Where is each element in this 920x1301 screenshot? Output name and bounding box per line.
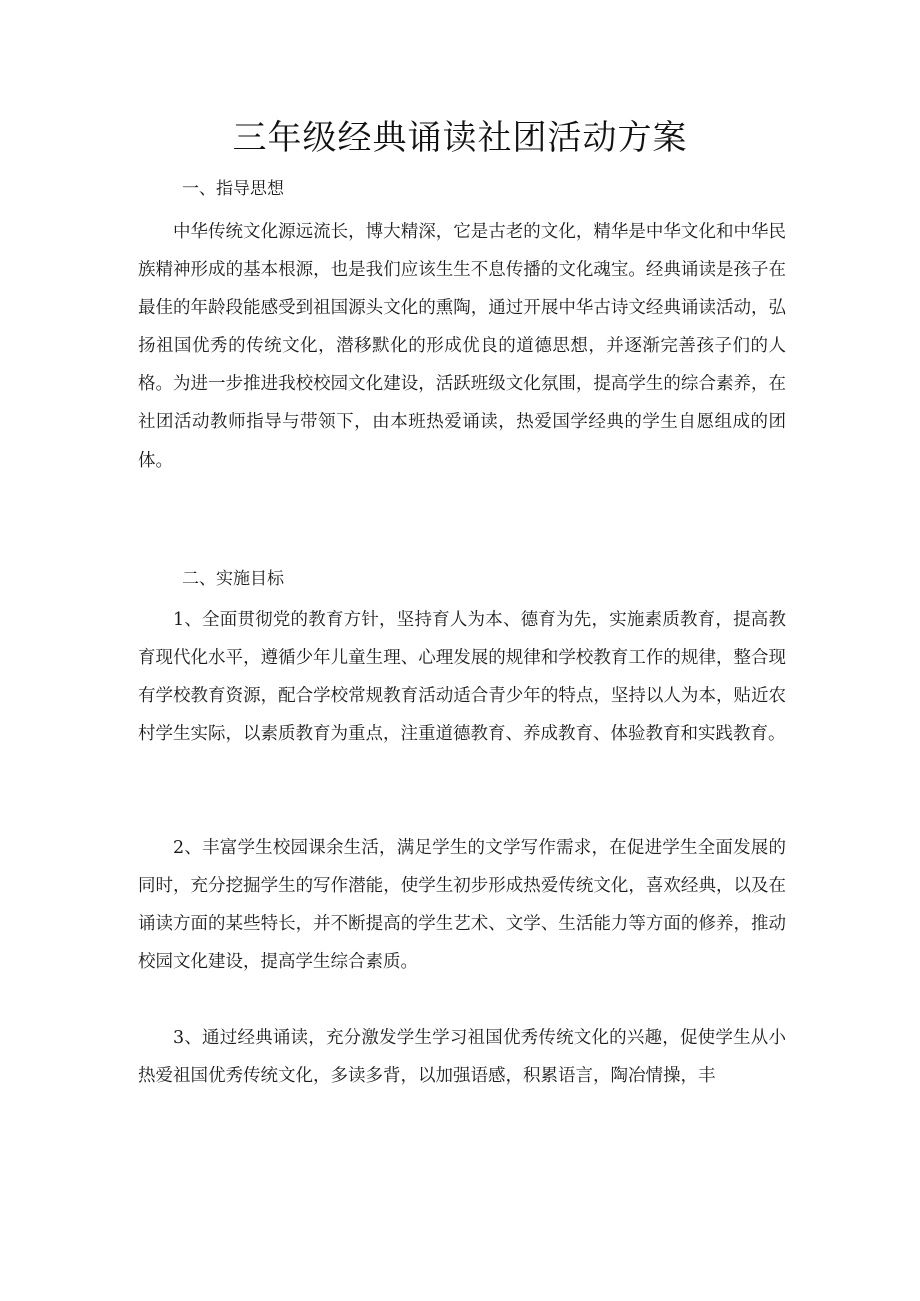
paragraph-goal-1: 1、全面贯彻党的教育方针，坚持育人为本、德育为先，实施素质教育，提高教育现代化水平，遵循少年儿童生理、心理发展的规律和学校教育工作的规律，整合现有学校教育资源，配合学校常规教育活动适合青少年的特点，坚持以人为本，贴近农村学生实际，以素质教育为重点，注重道德教育、养成教育、体验教育和实践教育。 [138, 610, 786, 745]
document-title: 三年级经典诵读社团活动方案 [232, 118, 688, 158]
section-heading-goals: 二、实施目标 [182, 569, 284, 589]
paragraph-guiding-ideology: 中华传统文化源远流长，博大精深，它是古老的文化，精华是中华文化和中华民族精神形成的基本根源，也是我们应该生生不息传播的文化魂宝。经典诵读是孩子在最佳的年龄段能感受到祖国源头文化的熏陶，通过开展中华古诗文经典诵读活动，弘扬祖国优秀的传统文化，潜移默化的形成优良的道德思想，并逐渐完善孩子们的人格。为进一步推进我校校园文化建设，活跃班级文化氛围，提高学生的综合素养，在社团活动教师指导与带领下，由本班热爱诵读，热爱国学经典的学生自愿组成的团体。 [138, 222, 786, 471]
paragraph-goal-2: 2、丰富学生校园课余生活，满足学生的文学写作需求，在促进学生全面发展的同时，充分挖掘学生的写作潜能，使学生初步形成热爱传统文化，喜欢经典，以及在诵读方面的某些特长，并不断提高的学生艺术、文学、生活能力等方面的修养，推动校园文化建设，提高学生综合素质。 [138, 838, 786, 973]
paragraph-goal-3: 3、通过经典诵读，充分激发学生学习祖国优秀传统文化的兴趣，促使学生从小热爱祖国优秀传统文化，多读多背，以加强语感，积累语言，陶冶情操，丰 [138, 1028, 786, 1087]
section-heading-guiding-ideology: 一、指导思想 [182, 179, 284, 199]
